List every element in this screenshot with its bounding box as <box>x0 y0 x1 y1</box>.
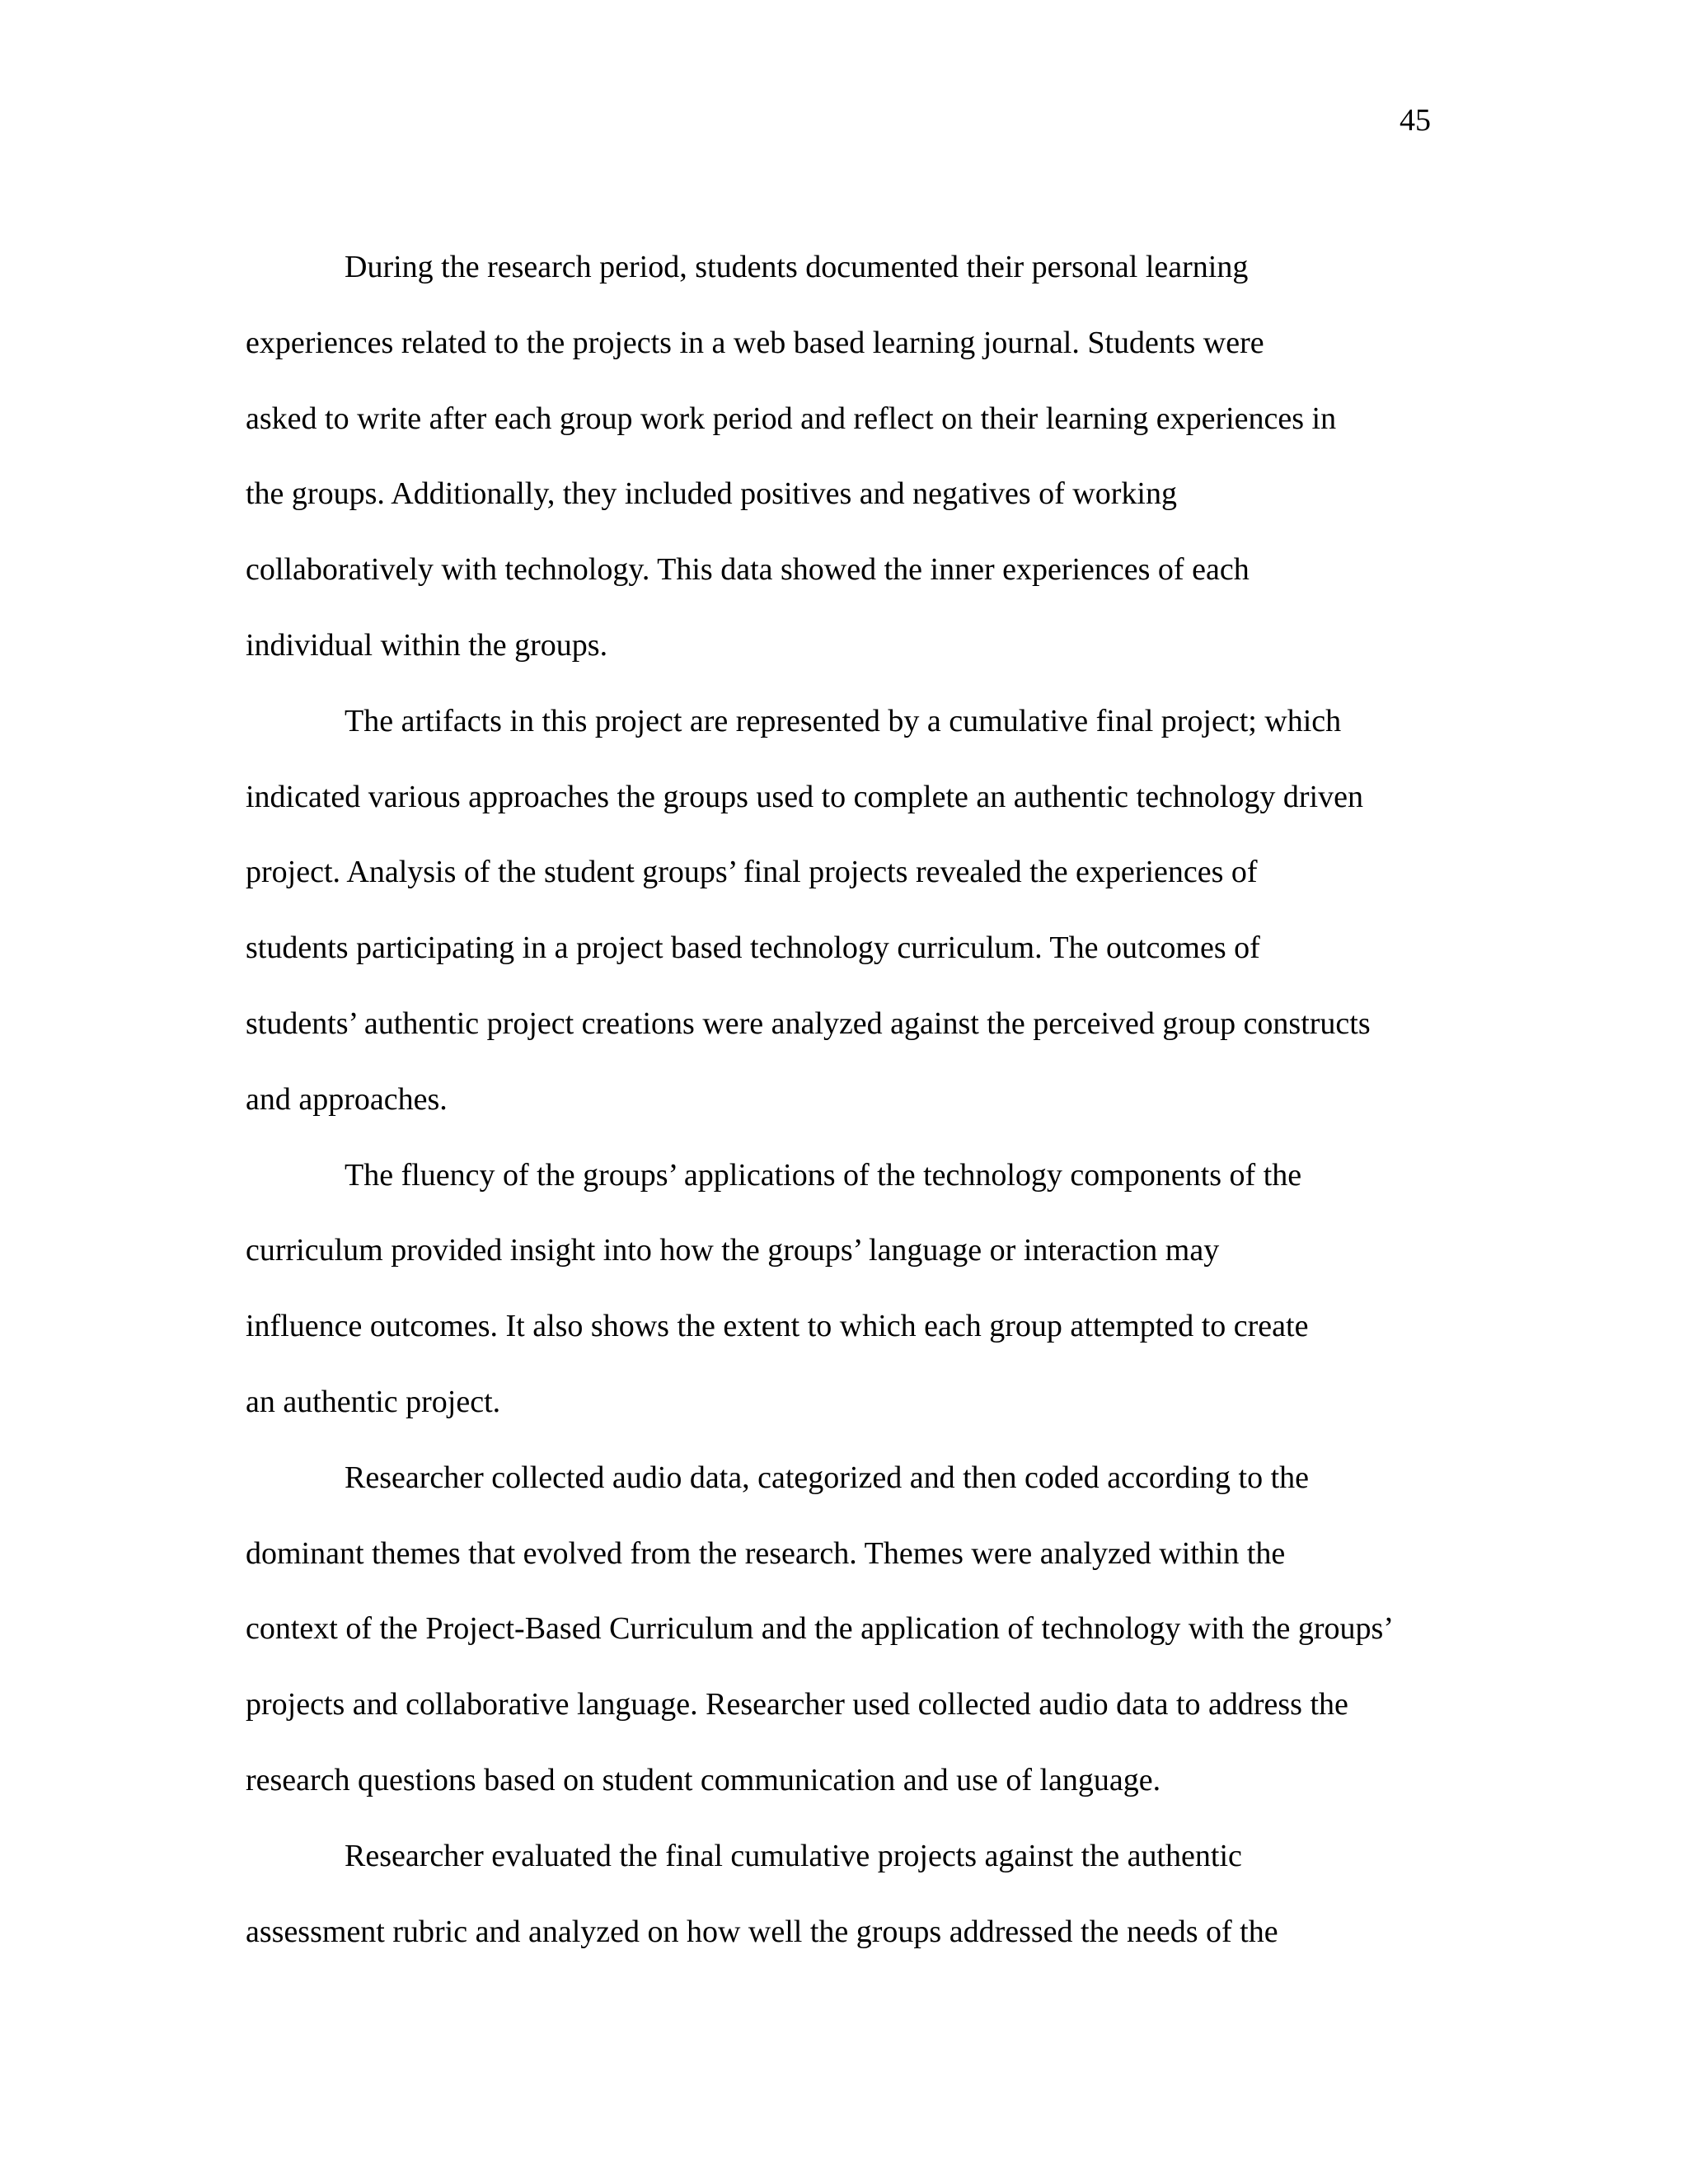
paragraph-research-period <box>246 230 1449 684</box>
paragraph-fluency <box>246 1138 1449 1441</box>
text-line: individual within the groups. <box>246 627 608 663</box>
text-line: research questions based on student communication and use of language. <box>246 1762 1161 1797</box>
text-line: influence outcomes. It also shows the extent to which each group attempted to create <box>246 1309 1309 1344</box>
text-line: dominant themes that evolved from the research. Themes were analyzed within the <box>246 1535 1286 1571</box>
text-line: During the research period, students documented their personal learning <box>345 250 1249 284</box>
page-number: 45 <box>1400 103 1431 138</box>
paragraph-artifacts <box>246 684 1449 1138</box>
text-line: context of the Project-Based Curriculum and the application of technology with the groups’ <box>246 1611 1394 1647</box>
paragraph-audio-data <box>246 1441 1449 1819</box>
text-line: project. Analysis of the student groups’ final projects revealed the experiences of <box>246 855 1258 890</box>
text-line: an authentic project. <box>246 1384 501 1419</box>
text-line: students participating in a project based technology curriculum. The outcomes of <box>246 930 1260 966</box>
text-line: collaboratively with technology. This data showed the inner experiences of each <box>246 552 1250 588</box>
text-line: curriculum provided insight into how the groups’ language or interaction may <box>246 1233 1220 1268</box>
text-line: Researcher evaluated the final cumulative projects against the authentic <box>345 1838 1242 1873</box>
text-line: The artifacts in this project are represented by a cumulative final project; which <box>345 703 1342 738</box>
paragraph-evaluation <box>246 1819 1449 1971</box>
text-line: The fluency of the groups’ applications of the technology components of the <box>345 1157 1302 1193</box>
text-line: assessment rubric and analyzed on how well the groups addressed the needs of the <box>246 1914 1278 1949</box>
text-line: indicated various approaches the groups used to complete an authentic technology driven <box>246 779 1363 814</box>
text-line: Researcher collected audio data, categorized and then coded according to the <box>345 1460 1310 1495</box>
text-line: experiences related to the projects in a web based learning journal. Students were <box>246 325 1264 360</box>
text-line: and approaches. <box>246 1081 448 1117</box>
text-line: the groups. Additionally, they included positives and negatives of working <box>246 476 1177 512</box>
text-line: students’ authentic project creations were analyzed against the perceived group constructs <box>246 1005 1371 1041</box>
text-line: projects and collaborative language. Researcher used collected audio data to address the <box>246 1687 1348 1722</box>
text-line: asked to write after each group work period and reflect on their learning experiences in <box>246 401 1337 436</box>
body-text <box>246 230 1449 1970</box>
